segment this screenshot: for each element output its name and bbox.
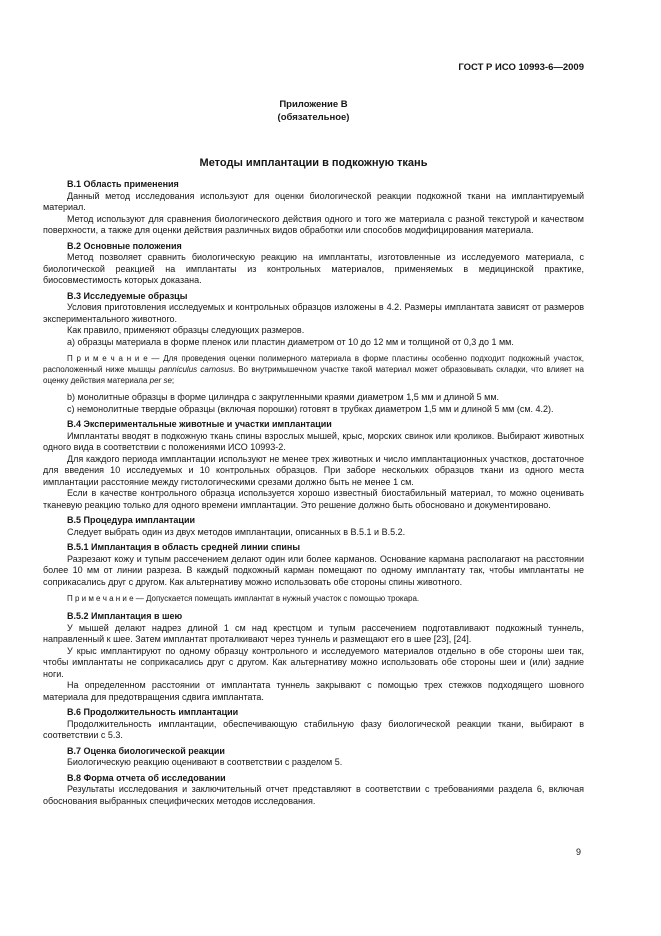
paragraph: а) образцы материала в форме пленок или пластин диаметром от 10 до 12 мм и толщиной от 0,3 до 1 мм. — [67, 336, 514, 347]
paragraph: Имплантаты вводят в подкожную ткань спины взрослых мышей, крыс, морских свинок или кроликов. Выбирают животных одного вида в соответствии с положениями ИСО 10993-2. — [43, 430, 584, 453]
paragraph: У мышей делают надрез длиной 1 см над крестцом и тупым рассечением подготавливают подкожный туннель, направленный к шее. Затем имплантат проталкивают через туннель и размещают его в шее [23], [24]. — [43, 622, 584, 645]
section-heading: В.8 Форма отчета об исследовании — [67, 772, 226, 783]
document-number: ГОСТ Р ИСО 10993-6—2009 — [458, 62, 584, 73]
document-blocks — [43, 179, 584, 807]
paragraph: Метод позволяет сравнить биологическую реакцию на имплантаты, изготовленные из исследуемого материала, с биологической реакцией на имплантаты из контрольных материалов, применяемых в медицинской практике, биосовместимость которых доказана. — [43, 252, 584, 285]
section-heading: В.2 Основные положения — [67, 240, 182, 251]
paragraph: У крыс имплантируют по одному образцу контрольного и исследуемого материалов отдельно в обе стороны шеи так, чтобы имплантаты не соприкасались друг с другом. Как альтернативу можно использовать обе стороны шеи и (или) задние ноги. — [43, 645, 584, 679]
document-title: Методы имплантации в подкожную ткань — [199, 157, 428, 169]
paragraph: Для каждого периода имплантации используют не менее трех животных и число имплантационных участков, достаточное для введения 10 исследуемых и 10 контрольных образцов. При заборе нескольких образцов ткани из одного места имплантации расстояние между гистологическими срезами должно быть не менее 1 см. — [43, 453, 584, 487]
paragraph: Метод используют для сравнения биологического действия одного и того же материала с разной текстурой и качеством поверхности, а также для оценки действия различных видов обработки или способов модифицирования материала. — [43, 213, 584, 235]
note-text: П р и м е ч а н и е — Допускается помещать имплантат в нужный участок с помощью трокара. — [67, 594, 420, 604]
section-heading: В.4 Экспериментальные животные и участки имплантации — [67, 419, 332, 430]
note-paragraph — [43, 594, 584, 605]
latin-term: per se — [149, 375, 172, 385]
section-heading: В.5 Процедура имплантации — [67, 515, 196, 526]
section-heading: В.6 Продолжительность имплантации — [67, 707, 239, 718]
note-text: . Во внутримышечном участке такой материал может образовывать складки, что влияет на оценку действия материала — [43, 364, 584, 385]
section-heading: В.1 Область применения — [67, 179, 179, 189]
paragraph: Продолжительность имплантации, обеспечивающую стабильную фазу биологической реакции ткани, выбирают в соответствии с 5.3. — [43, 718, 584, 741]
paragraph: Если в качестве контрольного образца используется хорошо известный биостабильный материал, то можно оценивать тканевую реакцию только для одного времени имплантации. Это решение должно быть обосновано и документировано. — [43, 488, 584, 510]
section-heading: В.5.1 Имплантация в область средней линии спины — [67, 542, 301, 553]
section-heading: В.7 Оценка биологической реакции — [67, 745, 225, 756]
note-paragraph — [43, 354, 584, 386]
latin-term: panniculus carnosus — [158, 364, 233, 374]
paragraph: Результаты исследования и заключительный отчет представляют в соответствии с требованиями раздела 6, включая обоснования выбранных специфических методов исследования. — [43, 784, 584, 806]
section-heading: В.5.2 Имплантация в шею — [67, 611, 183, 622]
paragraph: Данный метод исследования используют для оценки биологической реакции подкожной ткани на имплантируемый материал. — [43, 190, 584, 212]
paragraph: c) немонолитные твердые образцы (включая порошки) готовят в трубках диаметром 1,5 мм и длиной 5 мм (см. 4.2). — [67, 403, 554, 414]
section-heading: В.3 Исследуемые образцы — [67, 290, 188, 301]
paragraph: Как правило, применяют образцы следующих размеров. — [67, 325, 305, 335]
annex-label: Приложение В — [279, 99, 348, 110]
paragraph: На определенном расстоянии от имплантата туннель закрывают с помощью трех стежков подходящего шовного материала для предотвращения сдвига имплантата. — [43, 680, 584, 702]
paragraph: Следует выбрать один из двух методов имплантации, описанных в В.5.1 и В.5.2. — [67, 526, 406, 537]
paragraph: b) монолитные образцы в форме цилиндра с закругленными краями диаметром 1,5 мм и длиной 5 мм. — [67, 392, 500, 403]
note-text: ; — [171, 375, 175, 385]
paragraph: Биологическую реакцию оценивают в соответствии с разделом 5. — [67, 757, 343, 768]
page-number: 9 — [575, 847, 581, 857]
paragraph: Разрезают кожу и тупым рассечением делают один или более карманов. Основание кармана располагают на расстоянии более 10 мм от линии разреза. В каждый подкожный карман помещают по одному имплантату так, чтобы имплантаты не соприкасались друг с другом. Как альтернативу можно использовать обе стороны спины животного. — [43, 553, 584, 587]
paragraph: Условия приготовления исследуемых и контрольных образцов изложены в 4.2. Размеры имплантата зависят от размеров экспериментального животного. — [43, 302, 584, 324]
annex-type: (обязательное) — [277, 112, 350, 123]
note-text: П р и м е ч а н и е — Для проведения оценки полимерного материала в форме пластины особенно подходит подкожный участок, расположенный ниже мышцы — [43, 354, 584, 374]
